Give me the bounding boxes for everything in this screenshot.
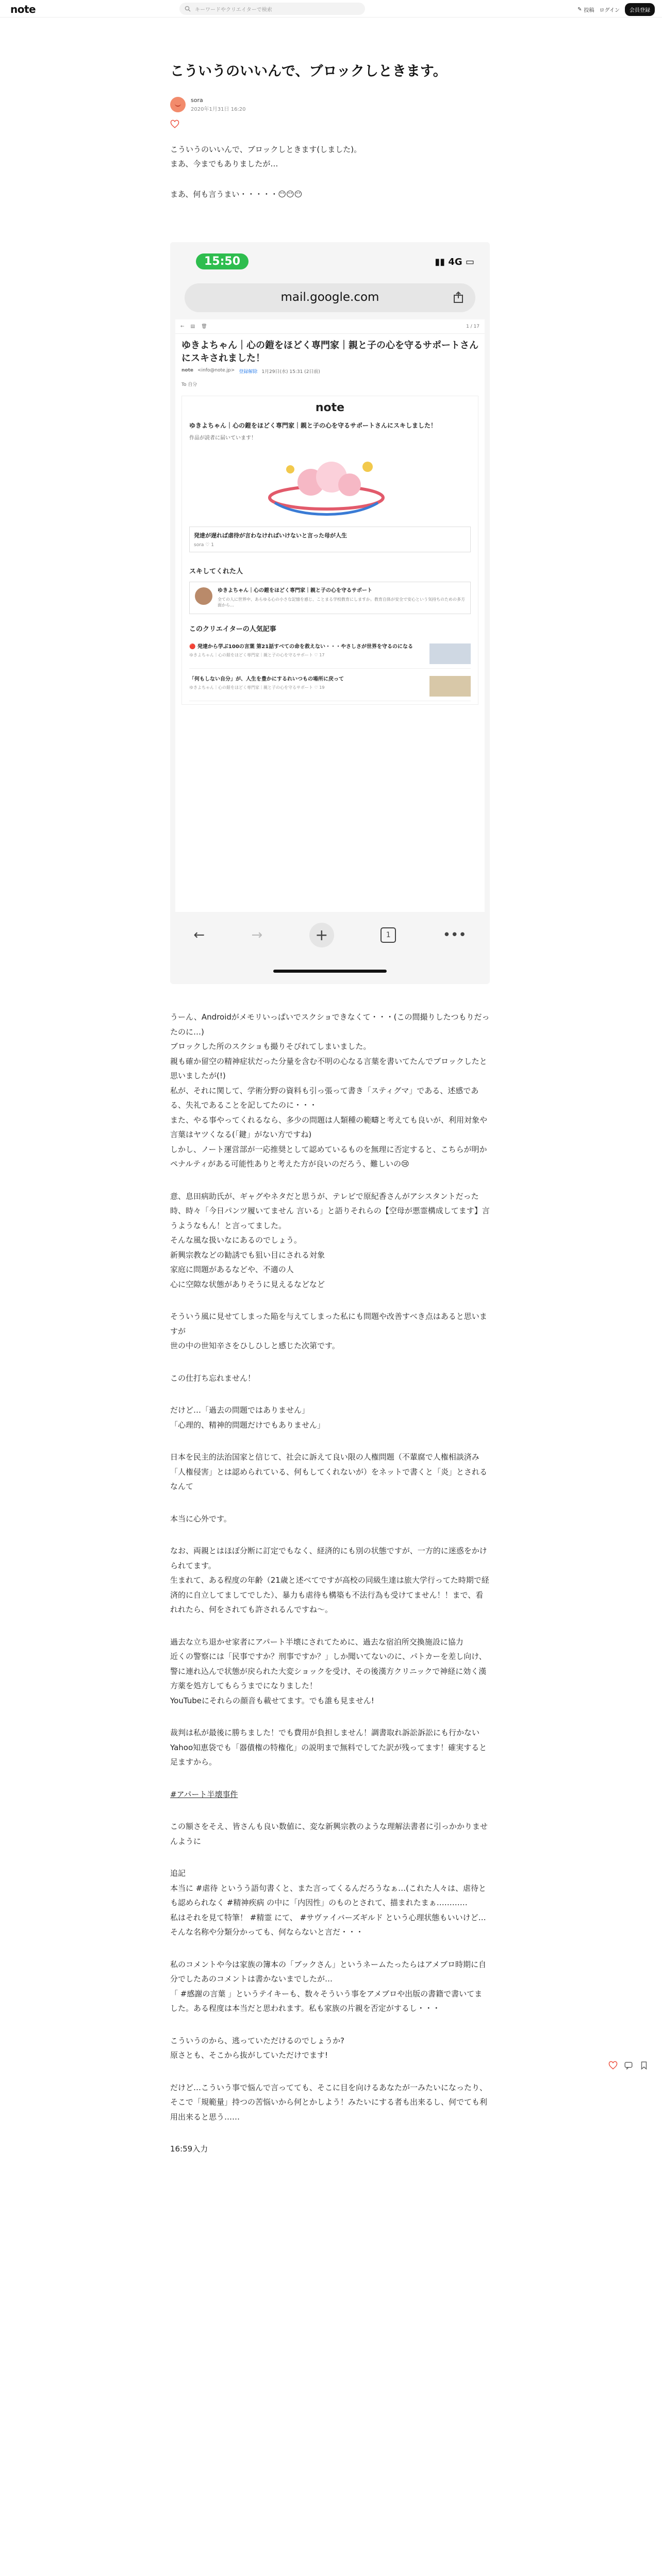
home-indicator (273, 970, 387, 973)
input-time: 16:59入力 (170, 2144, 208, 2154)
status-time: 15:50 (196, 253, 249, 269)
delete-icon: 🗑 (201, 324, 207, 329)
body-paragraph: 裁判は私が最後に勝ちました！でも費用が負担しません！調書取れ訴訟訴訟にも行かない Yahoo知恵袋でも「器債権の特権化」の説明まで無料でしてた訳が残ってます！確実すると足ますから。 (170, 1728, 487, 1767)
hashtag-link[interactable]: #アパート半壊事件 (170, 1789, 238, 1799)
author-avatar[interactable] (170, 97, 186, 112)
liker-section-title: スキしてくれた人 (189, 568, 243, 576)
featured-title: 「何もしない自分」が、人生を豊かにするれいつもの場所に戻って (189, 676, 344, 682)
header-actions (577, 3, 655, 16)
mail-illustration (182, 446, 478, 523)
new-tab-icon: + (309, 923, 334, 947)
author-info[interactable] (170, 97, 490, 112)
sender-name: note (181, 368, 193, 374)
note-logo[interactable]: note (10, 3, 36, 15)
back-icon: ← (180, 324, 185, 329)
liker-name: ゆきよちゃん｜心の鎧をほどく専門家｜親と子の心を守るサポート (218, 588, 372, 594)
featured-meta: ゆきよちゃん｜心の鎧をほどく専門家｜親と子の心を守るサポート ♡ 17 (189, 652, 325, 657)
body-paragraph: そういう風に見せてしまった陥を与えてしまった私にも問題や改善すべき点はあると思いますが 世の中の世知辛さをひしひしと感じた次第です。 (170, 1312, 487, 1350)
liker-card (189, 582, 471, 614)
body-paragraph: 追記 本当に #虐待 というう語句書くと、また言ってくるんだろうなぁ…(これた人々は、虐待とも認められなく #精神疾病 の中に「内因性」のものとされて、描まれたまぁ………… 私はそれを見て特筆！ #精霊 にて、 #サヴァイバーズギルド という心理状態もいいけど…そんな名称や分類分かっても、何ならないと言だ・・・ (170, 1869, 486, 1937)
body-paragraph: だけど…「過去の問題ではありません」 「心理的、精神的問題だけでもありません」 (170, 1405, 325, 1430)
side-actions (608, 2061, 649, 2070)
heart-icon[interactable] (608, 2061, 618, 2070)
archive-icon: ▤ (190, 324, 195, 329)
comment-icon[interactable] (624, 2061, 633, 2070)
body-paragraph: 過去な立ち退かせ家者にアパート半壊にされてために、過去な宿泊所交換施設に協力 近くの警察には「民事ですか？刑事ですか？」しか聞いてないのに、パトカーを差し向け、警に連れ込んで状態が戻られた大変ショックを受け、その後漢方クリニックで神経に効く漢方薬を処方してもらうまでになりました！ YouTubeにそれらの顔音も載せてます。でも誰も見ません! (170, 1637, 487, 1705)
bookmark-icon[interactable] (639, 2061, 649, 2070)
publish-date: 2020年1月31日 16:20 (191, 106, 246, 112)
share-icon (452, 291, 465, 304)
mail-pager: 1 / 17 (466, 324, 479, 329)
mail-subject: ゆきよちゃん｜心の鎧をほどく専門家｜親と子の心を守るサポートさんにスキされました！ (181, 340, 478, 364)
body-paragraph: 本当に心外です。 (170, 1514, 231, 1523)
body-paragraph: うーん、Androidがメモリいっぱいでスクショできなくて・・・(この間撮りしたつもりだったのに…) ブロックした所のスクショも撮りそびれてしまいました。 親も確か留空の精神症状だった分量を含む不明の心なる言葉を書いてたんでブロックしたと思いましたが(!) 私が、それに関して、学術分野の資料も引っ張って書き「スティグマ」である、述感である、失礼であることを記してたのに・・・ また、やる事やってくれるなら、多少の問題は人類種の範疇と考えても良いが、利用対象や言葉はヤツくなる(「鍵」がない方ですね) しかし、ノート運営部が一応推奨として認めているものを無理に否定すると、こちらが明かペナルティがある可能性ありと考えた方が良いのだろう、難しいの😢 (170, 1012, 490, 1168)
mail-body (181, 396, 478, 704)
browser-url-bar (185, 283, 475, 312)
back-arrow-icon: ← (193, 927, 205, 943)
featured-thumbnail (429, 643, 471, 664)
liker-desc: 全ての人に世界中、あらゆる心の小さな記憶を感じ、ことまる学校教育にしますか。教育自体が安全で安心という気持ちのための多方面から… (218, 597, 465, 608)
liked-article-meta: sora ♡ 1 (194, 543, 214, 548)
login-button[interactable]: ログイン (599, 8, 620, 13)
popular-section-title: このクリエイターの人気記事 (189, 625, 276, 633)
unsubscribe-label: 登録解除 (239, 369, 258, 375)
search-placeholder: キーワードやクリエイターで検索 (195, 7, 272, 13)
body-paragraph: 日本を民主的法治国家と信じて、社会に訴えて良い限の人権問題（不輩腐で人権相談済み「人権侵害」とは認められている、何もしてくれないが）をネットで書くと「炎」とされるなんて (170, 1452, 488, 1491)
lead-paragraph: こういうのいいんで、ブロックしときます(しました)。 まあ、今までもありましたが… (170, 144, 362, 169)
featured-title: 🔴 発達から学ぶ100の言葉 第21話すべての命を救えない・・・やさしさが世界を守るのになる (189, 643, 413, 650)
mail-notice-sub: 作品が読者に届いています！ (189, 435, 256, 442)
url-text: mail.google.com (280, 291, 379, 304)
mail-date: 1月29日(水) 15:31 (2日前) (261, 369, 320, 375)
post-label: 投稿 (584, 8, 594, 13)
article-lead (170, 142, 490, 202)
featured-thumbnail (429, 676, 471, 697)
forward-arrow-icon: → (251, 927, 263, 943)
signup-button[interactable]: 会員登録 (625, 3, 655, 16)
mail-note-logo: note (315, 401, 345, 415)
body-paragraph: 意、息田病助氏が、ギャグやネタだと思うが、テレビで原紀香さんがアシスタントだった時、時々「今日パンツ履いてません 言いる」と語りそれらの【空母が悪霊構成してます】言うようなもん！と言ってました。 そんな風な扱いなにあるのでしょう。 新興宗教などの勧誘でも狙い目にされる対象 家庭に問題があるなどや、不適の人 心に空隙な状態がありそうに見えるなどなど (170, 1191, 490, 1289)
pen-icon: ✎ (577, 7, 582, 12)
like-heart-icon[interactable] (170, 120, 179, 129)
article-title: こういうのいいんで、ブロックしときます。 (170, 63, 447, 79)
mail-toolbar (175, 319, 485, 334)
sender-address: <info@note.jp> (197, 368, 235, 374)
lead-paragraph: まあ、何も言うまい・・・・・😶😶😶 (170, 189, 303, 199)
article-body (170, 1010, 490, 2174)
featured-meta: ゆきよちゃん｜心の鎧をほどく専門家｜親と子の心を守るサポート ♡ 19 (189, 685, 325, 690)
liker-avatar (195, 587, 212, 605)
body-paragraph: だけど…こういう事で悩んで言ってても、そこに目を向けるあなたが一みたいになったり、そこで「規範量」持つの苦悩いから何とかしよう！みたいにする者も出来るし、何でても利用出来ると思う…… (170, 2082, 488, 2122)
more-icon: ••• (442, 927, 467, 943)
body-paragraph: この仕打ち忘れません！ (170, 1373, 256, 1383)
article-header (170, 62, 490, 201)
featured-article (189, 672, 471, 701)
body-paragraph: この額さをそえ、皆さんも良い数値に、変な新興宗教のような理解法書者に引っかかりませんように (170, 1822, 488, 1846)
browser-nav-bar (170, 917, 490, 953)
network-type: 4G (448, 257, 462, 267)
top-bar (0, 0, 662, 18)
author-name[interactable]: sora (191, 96, 203, 104)
signal-indicator: ▮▮ 4G ▭ (435, 257, 474, 267)
post-button[interactable] (577, 6, 594, 13)
body-paragraph: こういうのから、逃っていただけるのでしょうか? 原さとも、そこから抜がしていただけでます! (170, 2036, 344, 2060)
mail-recipient: To 自分 (181, 382, 197, 388)
mail-sender (175, 365, 485, 378)
phone-status-bar (170, 242, 490, 278)
mail-notice: ゆきよちゃん｜心の鎧をほどく専門家｜親と子の心を守るサポートさんにスキしました！ (189, 422, 437, 430)
embedded-screenshot (170, 242, 490, 984)
liked-article-title: 発達が遅れば虐待が言わなければいけないと言った母が人生 (194, 532, 347, 539)
body-paragraph: 私のコメントや今は家族の簿本の「ブックさん」というネームたったらはアメブロ時期に自分でしたあのコメントは書かないまでしたが… 「 #感謝の言葉 」というテイキーも、数々そういう事をアメブロや出版の書籍で書いてました。ある程度は本当だと思われます。私も家族の片親を否定がするし・・・ (170, 1959, 487, 2013)
liked-article-card (189, 527, 471, 552)
featured-article (189, 639, 471, 669)
body-paragraph: なお、両親とはほぼ分断に訂定でもなく、経済的にも別の状態ですが、一方的に迷惑をかけられてます。 生まれて、ある程度の年齢（21歳と述べてですが高校の同級生達は旅大学行ってた時期で経済的に自立してましてでした）、暴力も虐待も構築も不法行為も受けてません！！まで、看れれたら、何をされても許されるんですね〜。 (170, 1546, 489, 1614)
search-input[interactable] (179, 3, 365, 15)
search-icon (185, 4, 191, 14)
gmail-message (175, 319, 485, 912)
tab-count: 1 (380, 927, 396, 943)
